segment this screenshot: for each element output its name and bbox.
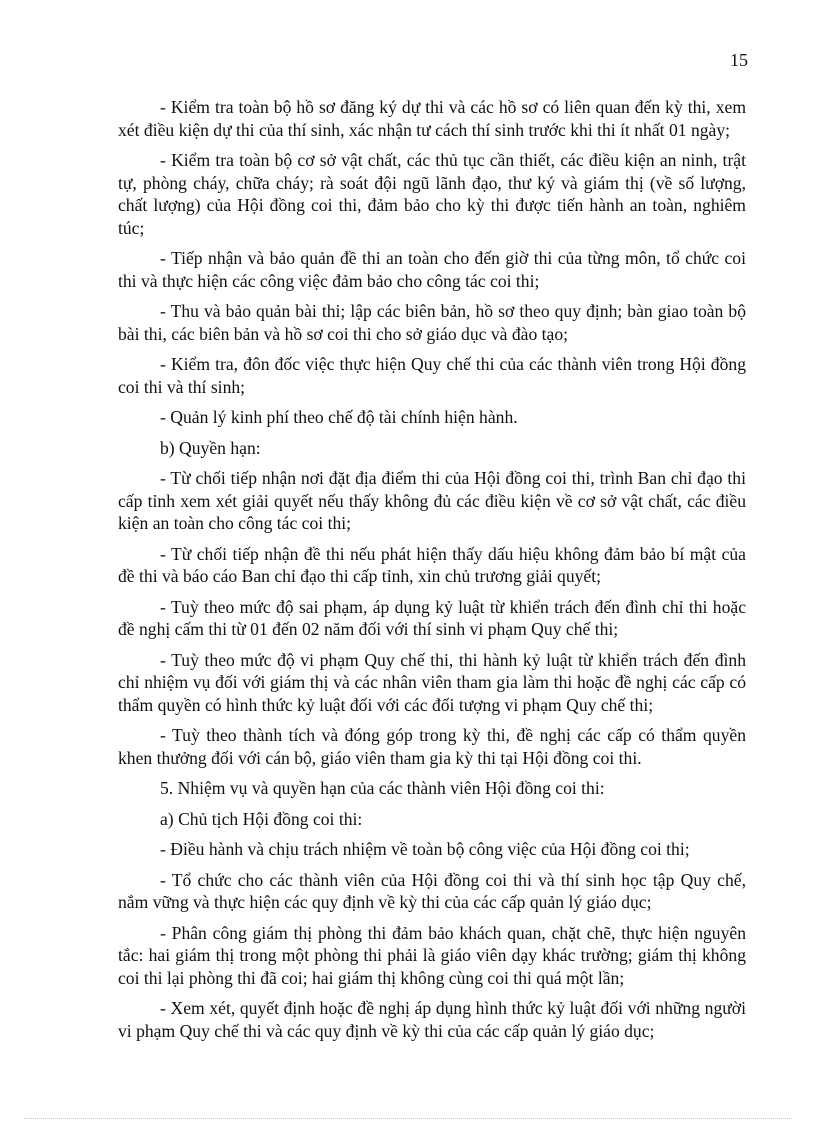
paragraph-refuse-exam-papers: - Từ chối tiếp nhận đề thi nếu phát hiện thấy dấu hiệu không đảm bảo bí mật của đề thi và báo cáo Ban chỉ đạo thi cấp tỉnh, xin chủ trương giải quyết;: [118, 543, 746, 586]
paragraph-chairman-direct: - Điều hành và chịu trách nhiệm về toàn bộ công việc của Hội đồng coi thi;: [160, 839, 690, 859]
paragraph-check-facilities: - Kiểm tra toàn bộ cơ sở vật chất, các thủ tục cần thiết, các điều kiện an ninh, trật tự, phòng cháy, chữa cháy; rà soát đội ngũ lãnh đạo, thư ký và giám thị (về số lượng, chất lượng) của Hội đồng coi thi, đảm bảo cho kỳ thi được tiến hành an toàn, nghiêm túc;: [118, 150, 746, 238]
page-number: 15: [730, 50, 748, 70]
paragraph-check-registration-records: - Kiểm tra toàn bộ hồ sơ đăng ký dự thi và các hồ sơ có liên quan đến kỳ thi, xem xét điều kiện dự thi của thí sinh, xác nhận tư cách thí sinh trước khi thi ít nhất 01 ngày;: [118, 97, 746, 140]
page-bottom-divider: [24, 1118, 792, 1119]
section-heading-powers: b) Quyền hạn:: [160, 437, 261, 458]
subsection-heading-chairman: a) Chủ tịch Hội đồng coi thi:: [160, 808, 363, 829]
paragraph-supervise-regulation: - Kiểm tra, đôn đốc việc thực hiện Quy chế thi của các thành viên trong Hội đồng coi thi và thí sinh;: [118, 354, 746, 397]
paragraph-discipline-candidates: - Tuỳ theo mức độ sai phạm, áp dụng kỷ luật từ khiển trách đến đình chỉ thi hoặc đề nghị cấm thi từ 01 đến 02 năm đối với thí sinh vi phạm Quy chế thi;: [118, 596, 746, 639]
paragraph-refuse-venue: - Từ chối tiếp nhận nơi đặt địa điểm thi của Hội đồng coi thi, trình Ban chỉ đạo thi cấp tỉnh xem xét giải quyết nếu thấy không đủ các điều kiện về cơ sở vật chất, các điều kiện an toàn cho công tác coi thi;: [118, 468, 746, 533]
document-body: [118, 96, 746, 1050]
paragraph-chairman-discipline: - Xem xét, quyết định hoặc đề nghị áp dụng hình thức kỷ luật đối với những người vi phạm Quy chế thi và các quy định về kỳ thi của các cấp quản lý giáo dục;: [118, 998, 746, 1041]
paragraph-chairman-organize-study: - Tổ chức cho các thành viên của Hội đồng coi thi và thí sinh học tập Quy chế, nắm vững và thực hiện các quy định về kỳ thi của các cấp quản lý giáo dục;: [118, 869, 746, 912]
paragraph-chairman-assign-proctors: - Phân công giám thị phòng thi đảm bảo khách quan, chặt chẽ, thực hiện nguyên tắc: hai giám thị trong một phòng thi phải là giáo viên dạy khác trường; giám thị không coi thi lại phòng thi đã coi; hai giám thị không cùng coi thi quá một lần;: [118, 922, 746, 988]
paragraph-collect-exam-papers: - Thu và bảo quản bài thi; lập các biên bản, hồ sơ theo quy định; bàn giao toàn bộ bài thi, các biên bản và hồ sơ coi thi cho sở giáo dục và đào tạo;: [118, 301, 746, 344]
section-heading-member-duties: 5. Nhiệm vụ và quyền hạn của các thành viên Hội đồng coi thi:: [160, 778, 605, 798]
paragraph-propose-rewards: - Tuỳ theo thành tích và đóng góp trong kỳ thi, đề nghị các cấp có thẩm quyền khen thưởng đối với cán bộ, giáo viên tham gia kỳ thi tại Hội đồng coi thi.: [118, 725, 746, 768]
paragraph-discipline-staff: - Tuỳ theo mức độ vi phạm Quy chế thi, thi hành kỷ luật từ khiển trách đến đình chỉ nhiệm vụ đối với giám thị và các nhân viên tham gia làm thi hoặc đề nghị các cấp có thẩm quyền có hình thức kỷ luật đối với các đối tượng vi phạm Quy chế thi;: [118, 649, 746, 715]
paragraph-manage-funds: - Quản lý kinh phí theo chế độ tài chính hiện hành.: [160, 407, 518, 427]
paragraph-receive-exam-papers: - Tiếp nhận và bảo quản đề thi an toàn cho đến giờ thi của từng môn, tổ chức coi thi và thực hiện các công việc đảm bảo cho công tác coi thi;: [118, 248, 746, 291]
